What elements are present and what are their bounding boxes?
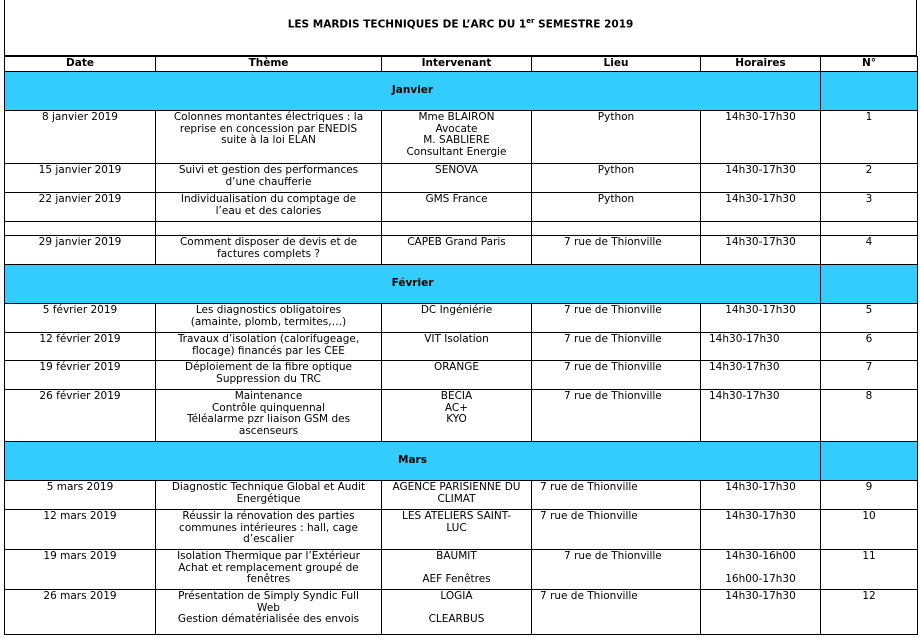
date-cell: 29 janvier 2019 (5, 236, 156, 265)
speaker-cell-line: CLIMAT (437, 492, 476, 505)
speaker-cell-line: Consultant Energie (406, 145, 507, 158)
date-cell: 5 février 2019 (5, 304, 156, 333)
hours-cell (701, 390, 821, 442)
blank-cell (701, 222, 821, 236)
date-cell: 15 janvier 2019 (5, 164, 156, 193)
month-filler (821, 442, 918, 481)
speaker-cell-line: LUC (446, 521, 467, 534)
hours-cell (701, 590, 821, 635)
theme-cell-line: fenêtres (246, 573, 291, 585)
number-cell: 3 (821, 193, 918, 222)
speaker-cell-line: CAPEB Grand Paris (407, 236, 506, 248)
table-row (5, 164, 918, 193)
table-row (5, 236, 918, 265)
blank-cell (532, 222, 701, 236)
theme-cell (156, 193, 382, 222)
table-row (5, 481, 918, 510)
theme-cell-line: Web (257, 601, 280, 614)
speaker-cell-line: CLEARBUS (428, 613, 485, 625)
date-cell: 19 mars 2019 (5, 550, 156, 590)
speaker-cell (382, 481, 532, 510)
table-row (5, 590, 918, 635)
blank-cell (156, 222, 382, 236)
speaker-cell (382, 361, 532, 390)
date-cell: 12 février 2019 (5, 333, 156, 361)
theme-cell-line: Présentation de Simply Syndic Full (178, 590, 359, 602)
blank-cell (821, 222, 918, 236)
theme-cell-line: flocage) financés par les CEE (192, 344, 345, 357)
hours-cell-line: 14h30-17h30 (709, 333, 780, 345)
blank-cell (5, 222, 156, 236)
hours-cell (701, 164, 821, 193)
speaker-cell-line: KYO (446, 413, 467, 425)
speaker-cell (382, 111, 532, 164)
speaker-cell (382, 193, 532, 222)
table-row (5, 510, 918, 550)
place-cell: 7 rue de Thionville (532, 333, 701, 361)
theme-cell-line: Maintenance (234, 390, 303, 402)
speaker-cell-line: M. SABLIERE (423, 134, 490, 146)
place-cell: Python (532, 164, 701, 193)
place-cell: Python (532, 111, 701, 164)
table-row (5, 304, 918, 333)
speaker-cell-line: SENOVA (435, 164, 478, 176)
speaker-cell-line: LES ATELIERS SAINT- (401, 510, 511, 522)
hours-cell-line: 14h30-17h30 (725, 164, 796, 176)
date-cell: 5 mars 2019 (5, 481, 156, 510)
hours-cell-line: 14h30-16h00 (725, 550, 796, 562)
blank-row (5, 222, 918, 236)
table-row (5, 111, 918, 164)
blank-cell (382, 222, 532, 236)
header-place: Lieu (532, 57, 701, 72)
place-cell: 7 rue de Thionville (532, 236, 701, 265)
hours-cell (701, 481, 821, 510)
theme-cell-line: Travaux d’isolation (calorifugeage, (177, 333, 360, 345)
theme-cell-line: Déploiement de la fibre optique (185, 361, 352, 373)
table-row (5, 550, 918, 590)
header-row (5, 57, 918, 72)
theme-cell-line: Contrôle quinquennal (211, 401, 326, 414)
hours-cell-line: 14h30-17h30 (709, 361, 780, 373)
date-cell: 19 février 2019 (5, 361, 156, 390)
place-cell: 7 rue de Thionville (532, 304, 701, 333)
theme-cell-line: Energétique (236, 492, 301, 505)
place-cell: Python (532, 193, 701, 222)
month-label: Janvier (5, 72, 821, 111)
hours-cell (701, 361, 821, 390)
header-theme: Thème (156, 57, 382, 72)
speaker-cell (382, 236, 532, 265)
speaker-cell-line: BAUMIT (436, 550, 477, 562)
number-cell: 6 (821, 333, 918, 361)
date-cell: 8 janvier 2019 (5, 111, 156, 164)
hours-cell-line: 14h30-17h30 (725, 111, 796, 123)
theme-cell-line: Achat et remplacement groupé de (178, 561, 359, 574)
speaker-cell-line: ORANGE (434, 361, 479, 373)
number-cell: 10 (821, 510, 918, 550)
theme-cell (156, 304, 382, 333)
theme-cell (156, 390, 382, 442)
speaker-cell-line: GMS France (425, 193, 488, 205)
theme-cell (156, 590, 382, 635)
speaker-cell-line: BECIA (440, 390, 473, 402)
table-row (5, 390, 918, 442)
hours-cell-line: 14h30-17h30 (725, 236, 796, 248)
hours-cell (701, 111, 821, 164)
theme-cell-line: communes intérieures : hall, cage (179, 521, 358, 534)
theme-cell-line: reprise en concession par ENEDIS (179, 122, 358, 135)
hours-cell (701, 333, 821, 361)
theme-cell-line: Colonnes montantes électriques : la (173, 111, 364, 123)
theme-cell-line: Gestion dématérialisée des envois (177, 613, 360, 625)
theme-cell-line: (amainte, plomb, termites,…) (190, 315, 347, 328)
header-hours: Horaires (701, 57, 821, 72)
theme-cell-line: Comment disposer de devis et de (179, 236, 358, 248)
date-cell: 12 mars 2019 (5, 510, 156, 550)
hours-cell-line: 14h30-17h30 (725, 481, 796, 493)
theme-cell-line: Suivi et gestion des performances (178, 164, 359, 176)
number-cell: 12 (821, 590, 918, 635)
theme-cell (156, 333, 382, 361)
theme-cell-line: suite à la loi ELAN (221, 134, 316, 146)
theme-cell-line: d’escalier (243, 533, 294, 545)
month-label: Mars (5, 442, 821, 481)
speaker-cell (382, 510, 532, 550)
hours-cell-line: 14h30-17h30 (725, 304, 796, 316)
place-cell: 7 rue de Thionville (532, 481, 701, 510)
speaker-cell-line: LOGIA (440, 590, 473, 602)
hours-cell (701, 510, 821, 550)
hours-cell (701, 193, 821, 222)
theme-cell-line: d’une chaufferie (225, 175, 312, 188)
table-row (5, 333, 918, 361)
theme-cell-line: Individualisation du comptage de (180, 193, 357, 205)
theme-cell-line: l’eau et des calories (215, 204, 322, 217)
hours-cell-line: 16h00-17h30 (725, 573, 796, 585)
theme-cell-line: Les diagnostics obligatoires (195, 304, 342, 316)
month-row-february (5, 265, 918, 304)
speaker-cell (382, 333, 532, 361)
theme-cell-line: ascenseurs (238, 424, 299, 437)
date-cell: 22 janvier 2019 (5, 193, 156, 222)
speaker-cell (382, 390, 532, 442)
place-cell: 7 rue de Thionville (532, 390, 701, 442)
theme-cell (156, 236, 382, 265)
number-cell: 9 (821, 481, 918, 510)
theme-cell (156, 164, 382, 193)
theme-cell-line: Diagnostic Technique Global et Audit (171, 481, 366, 493)
schedule-table (4, 56, 918, 635)
hours-cell-line: 14h30-17h30 (709, 390, 780, 402)
hours-cell-line: 14h30-17h30 (725, 193, 796, 205)
theme-cell (156, 111, 382, 164)
month-filler (821, 72, 918, 111)
number-cell: 2 (821, 164, 918, 193)
place-cell: 7 rue de Thionville (532, 550, 701, 590)
number-cell: 5 (821, 304, 918, 333)
hours-cell-line: 14h30-17h30 (725, 510, 796, 522)
month-row-january (5, 72, 918, 111)
hours-cell (701, 236, 821, 265)
speaker-cell-line: Avocate (435, 122, 478, 135)
speaker-cell-line: AGENCE PARISIENNE DU (392, 481, 521, 493)
theme-cell-line: Réussir la rénovation des parties (182, 510, 355, 522)
table-row (5, 361, 918, 390)
place-cell: 7 rue de Thionville (532, 510, 701, 550)
title-box (4, 0, 917, 56)
speaker-cell-line: AEF Fenêtres (422, 573, 491, 585)
month-filler (821, 265, 918, 304)
theme-cell (156, 361, 382, 390)
date-cell: 26 mars 2019 (5, 590, 156, 635)
speaker-cell-line: VIT Isolation (424, 333, 489, 345)
theme-cell-line: Téléalarme pzr liaison GSM des (186, 413, 351, 425)
header-number: N° (821, 57, 918, 72)
date-cell: 26 février 2019 (5, 390, 156, 442)
theme-cell-line: factures complets ? (217, 247, 320, 260)
table-row (5, 193, 918, 222)
page-title: LES MARDIS TECHNIQUES DE L’ARC DU 1er SEMESTRE 2019 (287, 17, 634, 31)
number-cell: 7 (821, 361, 918, 390)
number-cell: 1 (821, 111, 918, 164)
speaker-cell (382, 164, 532, 193)
speaker-cell-line: DC Ingéniérie (420, 304, 493, 316)
hours-cell-line: 14h30-17h30 (725, 590, 796, 602)
hours-cell (701, 304, 821, 333)
hours-cell (701, 550, 821, 590)
header-date: Date (5, 57, 156, 72)
theme-cell-line: Isolation Thermique par l’Extérieur (177, 550, 360, 562)
theme-cell-line: Suppression du TRC (216, 372, 321, 385)
place-cell: 7 rue de Thionville (532, 590, 701, 635)
speaker-cell (382, 304, 532, 333)
month-row-march (5, 442, 918, 481)
place-cell: 7 rue de Thionville (532, 361, 701, 390)
speaker-cell (382, 590, 532, 635)
number-cell: 8 (821, 390, 918, 442)
speaker-cell-line: AC+ (444, 401, 469, 414)
theme-cell (156, 481, 382, 510)
speaker-cell (382, 550, 532, 590)
speaker-cell-line: Mme BLAIRON (418, 111, 495, 123)
number-cell: 11 (821, 550, 918, 590)
theme-cell (156, 510, 382, 550)
month-label: Février (5, 265, 821, 304)
header-speaker: Intervenant (382, 57, 532, 72)
number-cell: 4 (821, 236, 918, 265)
theme-cell (156, 550, 382, 590)
